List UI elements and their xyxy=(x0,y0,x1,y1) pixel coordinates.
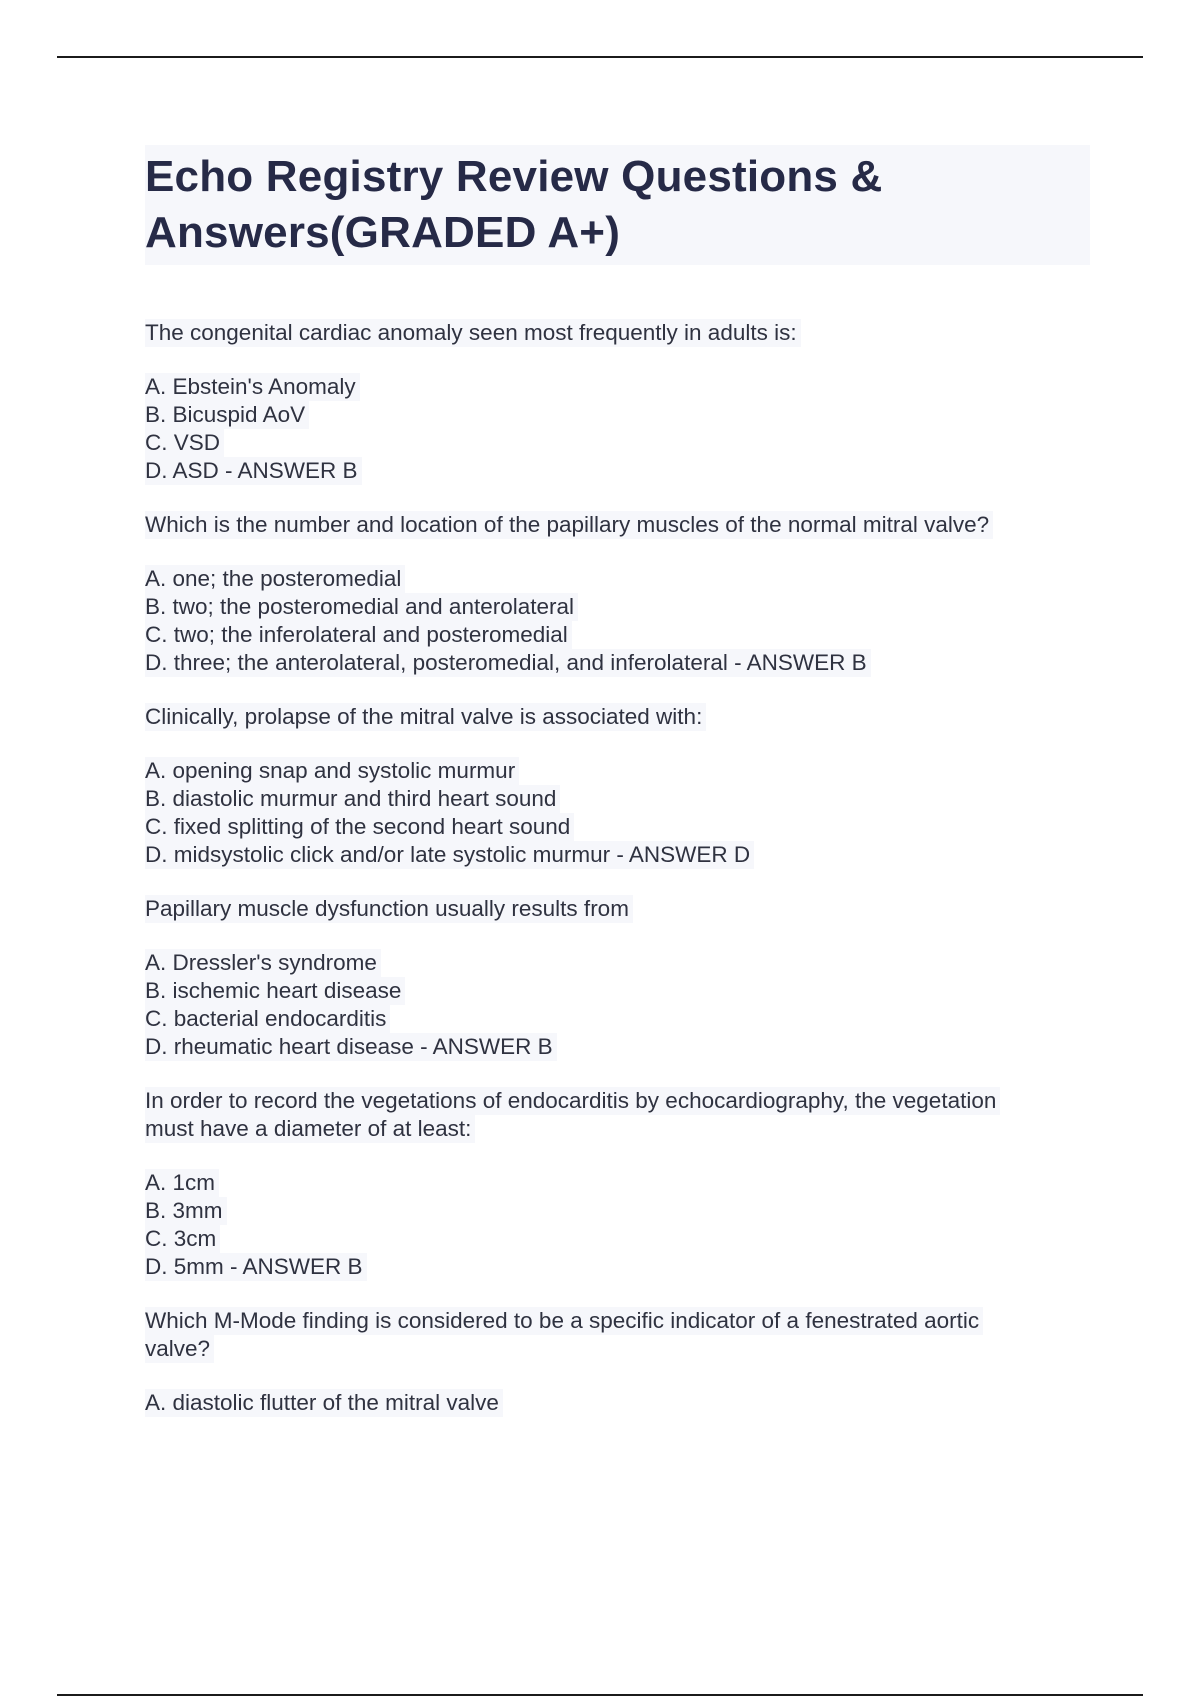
question-text xyxy=(145,1307,1090,1363)
page-title xyxy=(145,149,1090,261)
question-text xyxy=(145,895,1090,923)
option-line: C. VSD xyxy=(145,429,224,457)
question-line: Papillary muscle dysfunction usually results from xyxy=(145,895,633,923)
answer-options xyxy=(145,565,1090,677)
question-item xyxy=(145,1307,1090,1417)
question-line: The congenital cardiac anomaly seen most frequently in adults is: xyxy=(145,319,801,347)
bottom-rule xyxy=(57,1694,1143,1696)
option-line: D. rheumatic heart disease - ANSWER B xyxy=(145,1033,557,1061)
option-line: A. Ebstein's Anomaly xyxy=(145,373,360,401)
title-line-1: Echo Registry Review Questions & xyxy=(145,152,883,201)
top-rule xyxy=(57,56,1143,58)
title-block xyxy=(145,145,1090,265)
answer-options xyxy=(145,1169,1090,1281)
answer-options xyxy=(145,757,1090,869)
document-body xyxy=(145,145,1090,1443)
question-line: In order to record the vegetations of endocarditis by echocardiography, the vegetation xyxy=(145,1087,1000,1115)
question-line: must have a diameter of at least: xyxy=(145,1115,475,1143)
question-item xyxy=(145,703,1090,869)
question-item xyxy=(145,895,1090,1061)
question-item xyxy=(145,319,1090,485)
answer-options xyxy=(145,1389,1090,1417)
option-line: B. diastolic murmur and third heart sound xyxy=(145,785,560,813)
option-line: C. bacterial endocarditis xyxy=(145,1005,390,1033)
option-line: D. midsystolic click and/or late systolic murmur - ANSWER D xyxy=(145,841,754,869)
question-line: Which M-Mode finding is considered to be a specific indicator of a fenestrated aortic xyxy=(145,1307,983,1335)
question-item xyxy=(145,1087,1090,1281)
question-line: Clinically, prolapse of the mitral valve is associated with: xyxy=(145,703,706,731)
question-line: valve? xyxy=(145,1335,214,1363)
answer-options xyxy=(145,373,1090,485)
option-line: C. 3cm xyxy=(145,1225,220,1253)
question-text xyxy=(145,319,1090,347)
question-text xyxy=(145,511,1090,539)
option-line: A. one; the posteromedial xyxy=(145,565,405,593)
option-line: C. two; the inferolateral and posteromedial xyxy=(145,621,572,649)
option-line: A. Dressler's syndrome xyxy=(145,949,381,977)
option-line: B. Bicuspid AoV xyxy=(145,401,309,429)
question-text xyxy=(145,703,1090,731)
title-line-2: Answers(GRADED A+) xyxy=(145,208,621,257)
option-line: B. ischemic heart disease xyxy=(145,977,405,1005)
option-line: D. three; the anterolateral, posteromedial, and inferolateral - ANSWER B xyxy=(145,649,871,677)
answer-options xyxy=(145,949,1090,1061)
option-line: B. two; the posteromedial and anterolateral xyxy=(145,593,578,621)
option-line: A. diastolic flutter of the mitral valve xyxy=(145,1389,503,1417)
question-text xyxy=(145,1087,1090,1143)
option-line: B. 3mm xyxy=(145,1197,227,1225)
question-line: Which is the number and location of the papillary muscles of the normal mitral valve? xyxy=(145,511,993,539)
option-line: A. 1cm xyxy=(145,1169,219,1197)
option-line: D. ASD - ANSWER B xyxy=(145,457,362,485)
question-item xyxy=(145,511,1090,677)
question-list xyxy=(145,319,1090,1417)
option-line: C. fixed splitting of the second heart sound xyxy=(145,813,574,841)
option-line: D. 5mm - ANSWER B xyxy=(145,1253,367,1281)
option-line: A. opening snap and systolic murmur xyxy=(145,757,519,785)
